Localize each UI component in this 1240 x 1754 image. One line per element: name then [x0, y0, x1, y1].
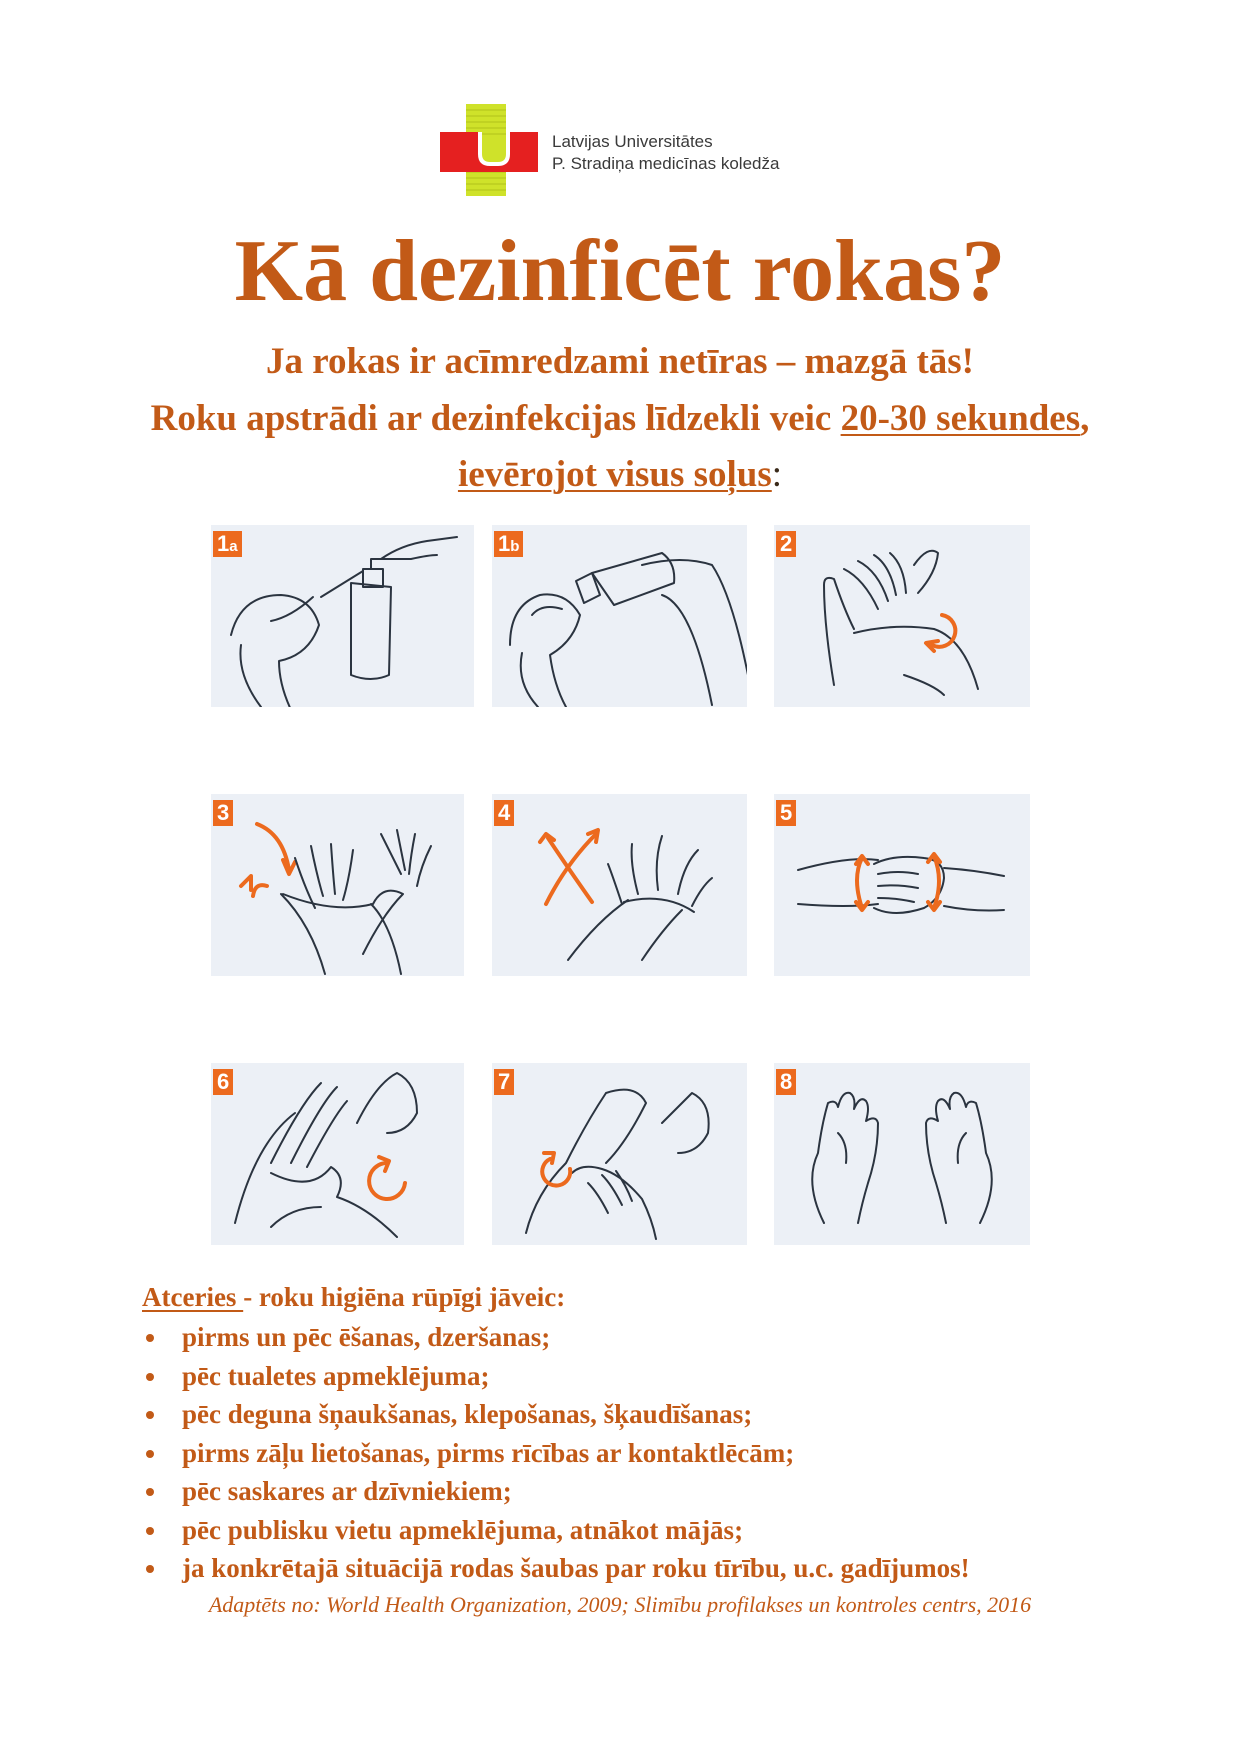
step-panel-3	[211, 794, 464, 976]
list-item: pirms un pēc ēšanas, dzeršanas;	[142, 1318, 970, 1357]
fingertips-rotation-icon	[492, 1063, 747, 1245]
step-panel-1a	[211, 525, 474, 707]
back-of-hand-icon	[211, 794, 464, 976]
step-number: 4	[498, 800, 511, 825]
college-name	[552, 131, 779, 175]
step-panel-4	[492, 794, 747, 976]
college-name-line2: P. Stradiņa medicīnas koledža	[552, 154, 780, 173]
subtitle-line-3-colon: :	[771, 454, 783, 495]
remember-list	[142, 1318, 970, 1588]
interlaced-fingers-icon	[492, 794, 747, 976]
palm-to-palm-icon	[774, 525, 1030, 707]
step-number: 5	[780, 800, 793, 825]
step-number: 1	[498, 531, 511, 556]
step-panel-6	[211, 1063, 464, 1245]
step-panel-1b	[492, 525, 747, 707]
pour-bottle-icon	[492, 525, 747, 707]
interlocked-fingers-icon	[774, 794, 1030, 976]
subtitle-line-2	[0, 397, 1240, 441]
step-panel-5	[774, 794, 1030, 976]
subtitle-line-1: Ja rokas ir acīmredzami netīras – mazgā tās!	[265, 341, 975, 382]
remember-heading	[142, 1278, 565, 1316]
step-suffix: b	[510, 538, 520, 555]
source-citation: Adaptēts no: World Health Organization, 2009; Slimību profilakses un kontroles centrs, 2016	[208, 1592, 1032, 1617]
dispenser-pump-icon	[211, 525, 474, 707]
all-steps-highlight: ievērojot visus soļus	[457, 454, 772, 495]
step-number: 8	[780, 1069, 793, 1094]
remember-label: Atceries	[142, 1282, 244, 1312]
duration-highlight: 20-30 sekundes	[840, 398, 1081, 439]
list-item: pēc saskares ar dzīvniekiem;	[142, 1472, 970, 1511]
subtitle-line-2-text: Roku apstrādi ar dezinfekcijas līdzekli veic	[150, 398, 841, 439]
step-suffix: a	[229, 538, 238, 555]
step-panel-2	[774, 525, 1030, 707]
subtitle-line-2-comma: ,	[1080, 398, 1090, 439]
college-logo	[440, 104, 820, 196]
step-number: 1	[217, 531, 230, 556]
list-item: pēc publisku vietu apmeklējuma, atnākot mājās;	[142, 1511, 970, 1550]
list-item: pēc tualetes apmeklējuma;	[142, 1357, 970, 1396]
page-title: Kā dezinficēt rokas?	[234, 223, 1006, 320]
remember-heading-text: - roku higiēna rūpīgi jāveic:	[243, 1282, 566, 1312]
college-logo-icon	[440, 104, 550, 196]
step-number: 2	[780, 531, 793, 556]
step-panel-7	[492, 1063, 747, 1245]
step-panel-8	[774, 1063, 1030, 1245]
college-name-line1: Latvijas Universitātes	[552, 132, 713, 151]
step-number: 6	[217, 1069, 230, 1094]
dry-hands-icon	[774, 1063, 1030, 1245]
list-item: ja konkrētajā situācijā rodas šaubas par roku tīrību, u.c. gadījumos!	[142, 1549, 970, 1588]
list-item: pirms zāļu lietošanas, pirms rīcības ar kontaktlēcām;	[142, 1434, 970, 1473]
step-number: 3	[217, 800, 230, 825]
thumb-rotation-icon	[211, 1063, 464, 1245]
step-number: 7	[498, 1069, 511, 1094]
subtitle-line-3	[0, 453, 1240, 497]
list-item: pēc deguna šņaukšanas, klepošanas, šķaudīšanas;	[142, 1395, 970, 1434]
